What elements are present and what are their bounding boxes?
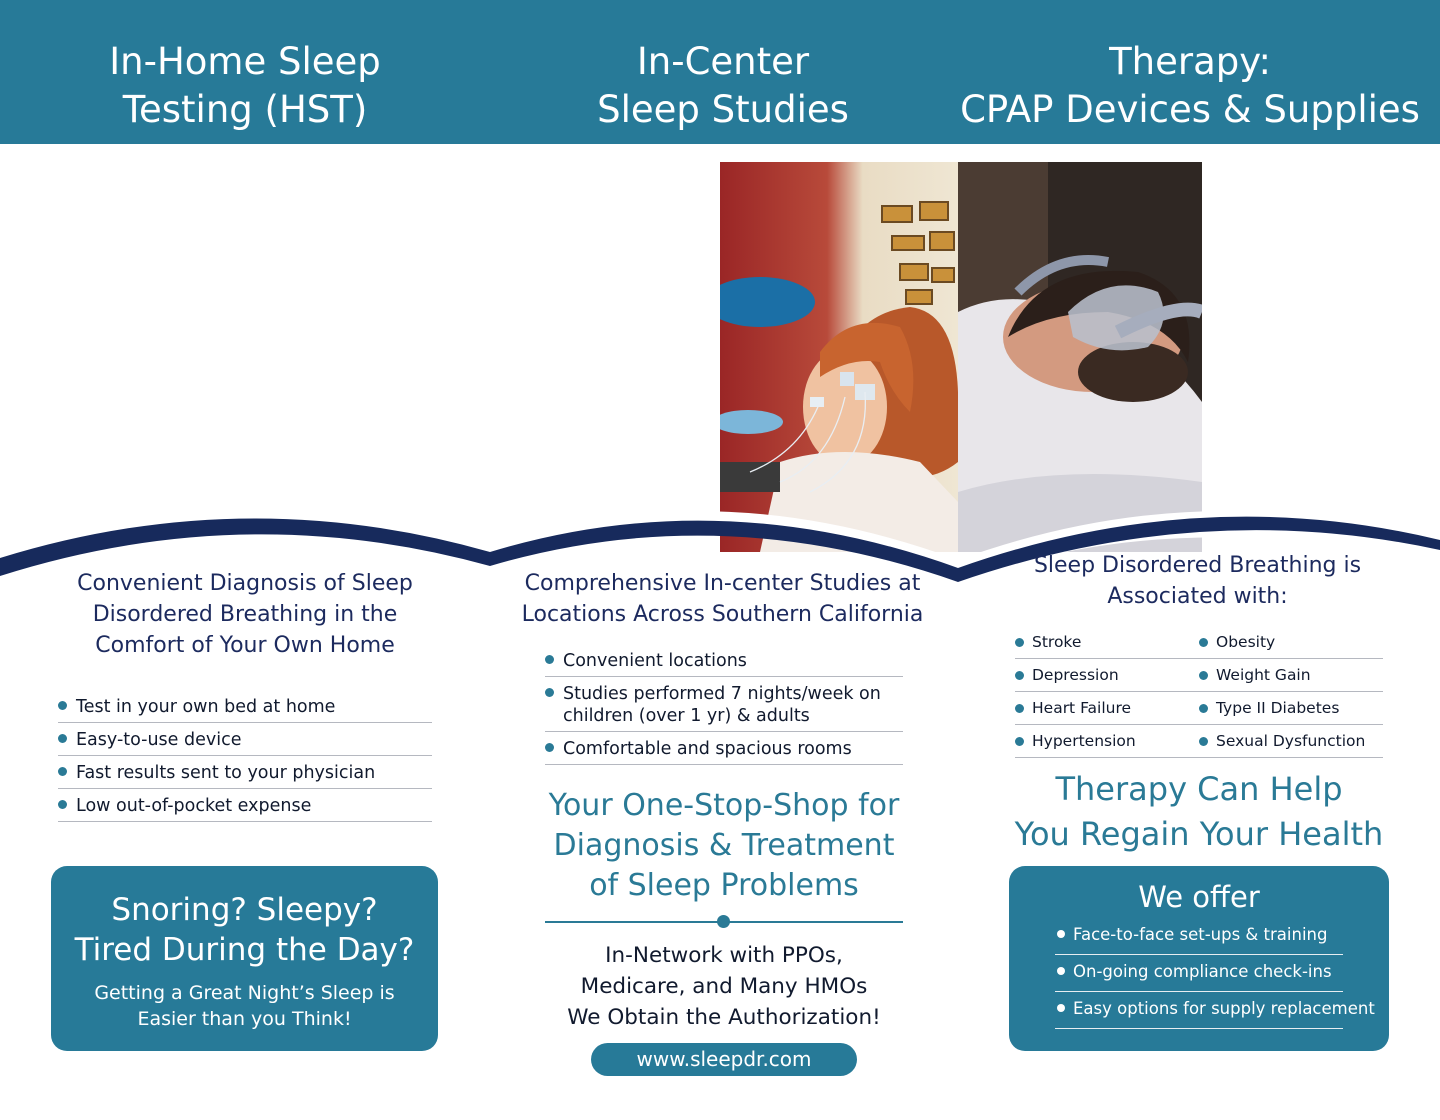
header-in-center: In-Center Sleep Studies [597,40,849,131]
center-bullet-list [545,644,903,765]
center-subhead: Comprehensive In-center Studies at Locations Across Southern California [521,571,924,627]
hst-bullet-list [58,690,432,822]
one-stop-tagline: Your One-Stop-Shop for Diagnosis & Treatment of Sleep Problems [548,788,900,903]
hst-subhead: Convenient Diagnosis of Sleep Disordered Breathing in the Comfort of Your Own Home [77,571,413,658]
header-hst: In-Home Sleep Testing (HST) [109,40,381,131]
list-item: Test in your own bed at home [58,690,432,723]
list-item: Easy options for supply replacement [1055,992,1343,1029]
list-item: Type II Diabetes [1199,692,1383,725]
therapy-tagline: Therapy Can Help You Regain Your Health [1014,770,1384,853]
we-offer-box [1009,866,1389,1051]
therapy-subhead: Sleep Disordered Breathing is Associated with: [1033,553,1362,609]
conditions-grid [1015,626,1383,758]
list-item: Face-to-face set-ups & training [1055,918,1343,955]
list-item: Heart Failure [1015,692,1199,725]
divider-dot [717,915,730,928]
list-item: Obesity [1199,626,1383,659]
list-item: Hypertension [1015,725,1199,758]
header-therapy: Therapy: CPAP Devices & Supplies [960,40,1420,131]
website-link[interactable]: www.sleepdr.com [591,1043,857,1076]
callout-text: Getting a Great Night’s Sleep is Easier than you Think! [94,982,395,1030]
list-item: Depression [1015,659,1199,692]
list-item: Easy-to-use device [58,723,432,756]
offer-list [1055,918,1375,1029]
callout-title: Snoring? Sleepy? Tired During the Day? [74,892,415,968]
list-item: Weight Gain [1199,659,1383,692]
list-item: On-going compliance check-ins [1055,955,1343,992]
header-band [0,0,1440,144]
offer-title: We offer [1138,880,1260,914]
list-item: Sexual Dysfunction [1199,725,1383,758]
network-text: In-Network with PPOs, Medicare, and Many HMOs We Obtain the Authorization! [567,943,881,1030]
snoring-callout-box [51,866,438,1051]
list-item: Convenient locations [545,644,903,677]
list-item: Fast results sent to your physician [58,756,432,789]
list-item: Studies performed 7 nights/week on children (over 1 yr) & adults [545,677,903,732]
list-item: Low out-of-pocket expense [58,789,432,822]
list-item: Comfortable and spacious rooms [545,732,903,765]
list-item: Stroke [1015,626,1199,659]
